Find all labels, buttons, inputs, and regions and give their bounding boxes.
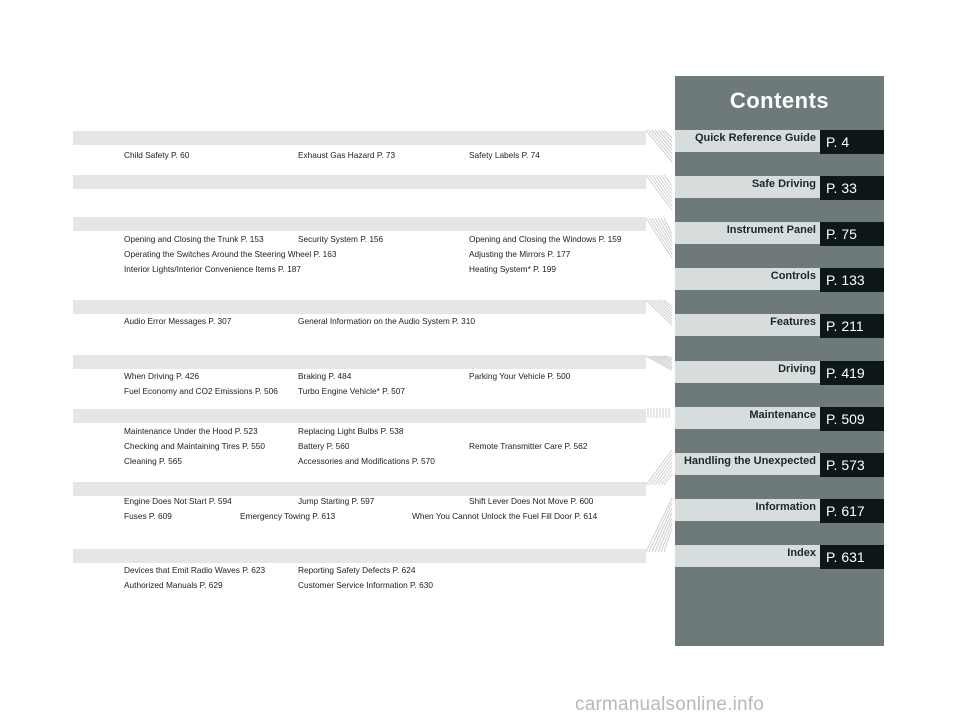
tab-label: Driving (675, 361, 820, 383)
entry-row (124, 439, 654, 454)
entry-link[interactable]: Exhaust Gas Hazard P. 73 (298, 150, 396, 160)
tab-instrument-panel[interactable] (675, 222, 884, 246)
entry-link[interactable]: Opening and Closing the Windows P. 159 (469, 234, 622, 244)
entry-link[interactable]: Cleaning P. 565 (124, 456, 182, 466)
tab-page-number: P. 617 (820, 499, 884, 523)
section-maintenance (124, 424, 654, 469)
entry-row (124, 384, 654, 399)
tab-label: Safe Driving (675, 176, 820, 198)
tab-driving[interactable] (675, 361, 884, 385)
entry-link[interactable]: Turbo Engine Vehicle* P. 507 (298, 386, 406, 396)
entry-link[interactable]: Security System P. 156 (298, 234, 384, 244)
entry-link[interactable]: Safety Labels P. 74 (469, 150, 540, 160)
page-title: Contents (729, 88, 830, 113)
entry-link[interactable]: Interior Lights/Interior Convenience Items P. 187 (124, 264, 301, 274)
tab-handling-the-unexpected[interactable] (675, 453, 884, 477)
entry-link[interactable]: Shift Lever Does Not Move P. 600 (469, 496, 594, 506)
entry-link[interactable]: Operating the Switches Around the Steering Wheel P. 163 (124, 249, 337, 259)
entry-link[interactable]: Devices that Emit Radio Waves P. 623 (124, 565, 266, 575)
entry-link[interactable]: Customer Service Information P. 630 (298, 580, 433, 590)
tab-page-number: P. 211 (820, 314, 884, 338)
entry-link[interactable]: Audio Error Messages P. 307 (124, 316, 232, 326)
entry-link[interactable]: Emergency Towing P. 613 (240, 511, 336, 521)
entry-link[interactable]: Fuel Economy and CO2 Emissions P. 506 (124, 386, 278, 396)
entry-link[interactable]: Maintenance Under the Hood P. 523 (124, 426, 258, 436)
section-controls (124, 232, 654, 277)
entry-row (124, 247, 654, 262)
tab-page-number: P. 4 (820, 130, 884, 154)
tab-controls[interactable] (675, 268, 884, 292)
entry-row (124, 563, 654, 578)
section-information (124, 563, 654, 593)
entry-row (124, 578, 654, 593)
section-band-safe-driving (73, 131, 646, 145)
section-band-maintenance (73, 409, 646, 423)
entry-row (124, 314, 654, 329)
entry-row (124, 232, 654, 247)
tab-label: Information (675, 499, 820, 521)
tab-page-number: P. 631 (820, 545, 884, 569)
tab-information[interactable] (675, 499, 884, 523)
entry-row (124, 262, 654, 277)
entry-link[interactable]: Parking Your Vehicle P. 500 (469, 371, 571, 381)
tab-label: Quick Reference Guide (675, 130, 820, 152)
tab-index[interactable] (675, 545, 884, 569)
entry-row (124, 494, 654, 509)
entry-link[interactable]: Heating System* P. 199 (469, 264, 557, 274)
tab-features[interactable] (675, 314, 884, 338)
section-band-controls (73, 217, 646, 231)
tab-label: Features (675, 314, 820, 336)
entry-link[interactable]: Checking and Maintaining Tires P. 550 (124, 441, 265, 451)
entry-link[interactable]: When Driving P. 426 (124, 371, 200, 381)
entry-link[interactable]: Replacing Light Bulbs P. 538 (298, 426, 404, 436)
entry-link[interactable]: Jump Starting P. 597 (298, 496, 375, 506)
section-unexpected (124, 494, 654, 524)
section-features (124, 314, 654, 329)
tab-page-number: P. 509 (820, 407, 884, 431)
section-band-information (73, 549, 646, 563)
entry-link[interactable]: Battery P. 560 (298, 441, 350, 451)
entry-row (124, 509, 654, 524)
entry-link[interactable]: Child Safety P. 60 (124, 150, 190, 160)
tab-page-number: P. 133 (820, 268, 884, 292)
entry-link[interactable]: Adjusting the Mirrors P. 177 (469, 249, 571, 259)
tab-page-number: P. 33 (820, 176, 884, 200)
entry-row (124, 454, 654, 469)
tab-label: Index (675, 545, 820, 567)
tab-maintenance[interactable] (675, 407, 884, 431)
entry-row (124, 424, 654, 439)
entry-row (124, 369, 654, 384)
entry-link[interactable]: Opening and Closing the Trunk P. 153 (124, 234, 264, 244)
tab-label: Handling the Unexpected (675, 453, 820, 475)
entry-link[interactable]: Engine Does Not Start P. 594 (124, 496, 232, 506)
entry-link[interactable]: Remote Transmitter Care P. 562 (469, 441, 588, 451)
tab-label: Controls (675, 268, 820, 290)
tab-label: Instrument Panel (675, 222, 820, 244)
entry-link[interactable]: Reporting Safety Defects P. 624 (298, 565, 416, 575)
entry-link[interactable]: Braking P. 484 (298, 371, 352, 381)
section-driving (124, 369, 654, 399)
section-band-features (73, 300, 646, 314)
entry-link[interactable]: Authorized Manuals P. 629 (124, 580, 223, 590)
entry-link[interactable]: Fuses P. 609 (124, 511, 172, 521)
section-safe-driving (124, 148, 654, 163)
tab-page-number: P. 75 (820, 222, 884, 246)
entry-row (124, 148, 654, 163)
tab-page-number: P. 573 (820, 453, 884, 477)
entry-link[interactable]: General Information on the Audio System P. 310 (298, 316, 475, 326)
entry-link[interactable]: Accessories and Modifications P. 570 (298, 456, 435, 466)
section-band-driving (73, 355, 646, 369)
site-watermark: carmanualsonline.info (575, 694, 765, 715)
tab-safe-driving[interactable] (675, 176, 884, 200)
entry-link[interactable]: When You Cannot Unlock the Fuel Fill Door P. 614 (412, 511, 598, 521)
tab-quick-reference-guide[interactable] (675, 130, 884, 154)
tab-label: Maintenance (675, 407, 820, 429)
section-band-instrument-panel (73, 175, 646, 189)
tab-page-number: P. 419 (820, 361, 884, 385)
contents-panel (675, 76, 884, 646)
